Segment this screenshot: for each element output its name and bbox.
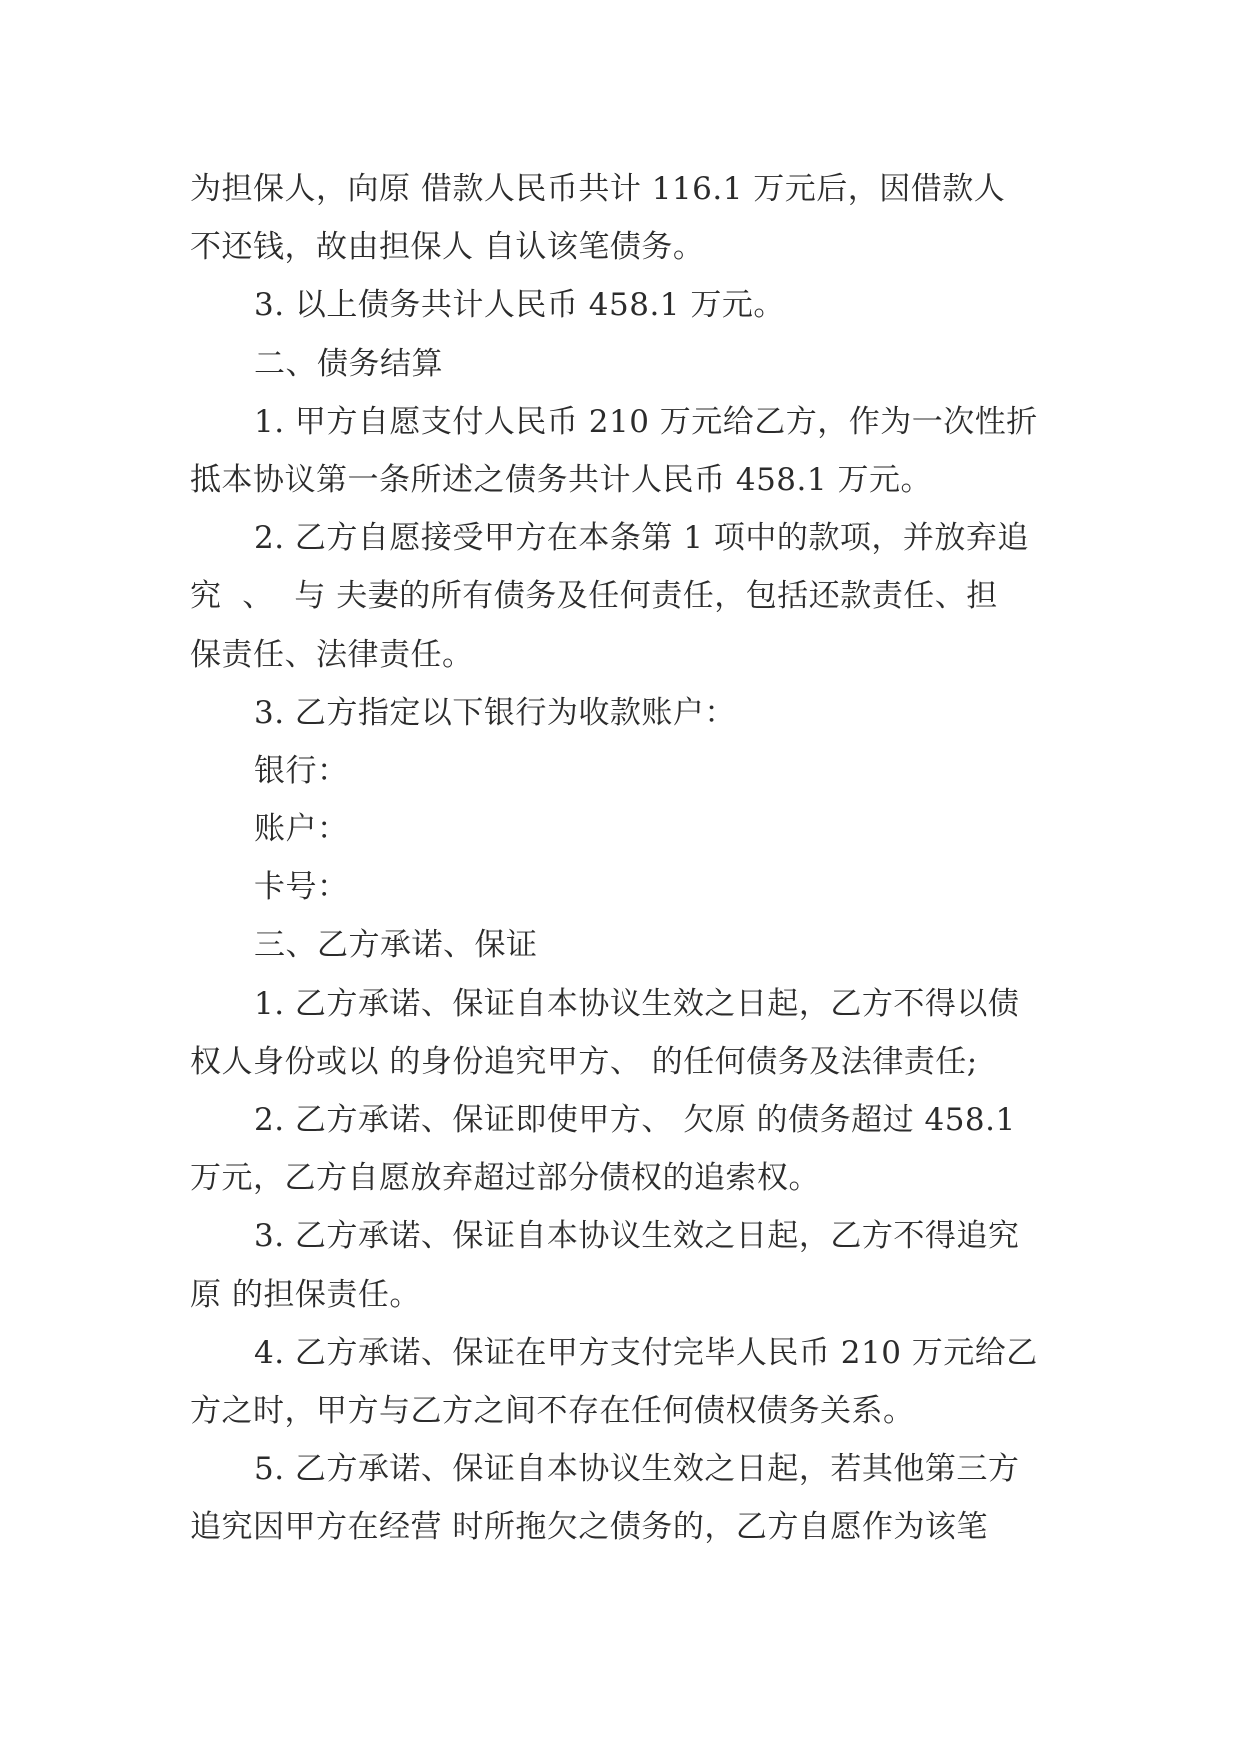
bank-field-label: 银行： (254, 752, 349, 789)
section-heading: 二、债务结算 (254, 345, 443, 382)
card-number-field-label: 卡号： (254, 869, 349, 906)
text-line: 权人身份或以 的身份追究甲方、 的任何债务及法律责任; (190, 1043, 978, 1080)
text-line: 5. 乙方承诺、保证自本协议生效之日起，若其他第三方 (254, 1451, 1020, 1488)
text-line: 保责任、法律责任。 (190, 636, 474, 673)
text-line: 1. 甲方自愿支付人民币 210 万元给乙方，作为一次性折 (254, 403, 1038, 440)
text-line: 原 的担保责任。 (190, 1276, 421, 1313)
text-line: 3. 以上债务共计人民币 458.1 万元。 (254, 287, 785, 324)
section-heading: 三、乙方承诺、保证 (254, 927, 538, 964)
text-line: 4. 乙方承诺、保证在甲方支付完毕人民币 210 万元给乙 (254, 1334, 1038, 1371)
text-line: 2. 乙方承诺、保证即使甲方、 欠原 的债务超过 458.1 (254, 1102, 1016, 1138)
text-line: 方之时，甲方与乙方之间不存在任何债权债务关系。 (190, 1392, 915, 1429)
text-line: 2. 乙方自愿接受甲方在本条第 1 项中的款项，并放弃追 (254, 520, 1029, 557)
text-line: 1. 乙方承诺、保证自本协议生效之日起，乙方不得以债 (254, 985, 1020, 1022)
text-line: 为担保人，向原 借款人民币共计 116.1 万元后，因借款人 (190, 171, 1006, 207)
document-body (190, 160, 1060, 1557)
text-line: 追究因甲方在经营 时所拖欠之债务的，乙方自愿作为该笔 (190, 1509, 988, 1546)
text-line: 3. 乙方指定以下银行为收款账户： (254, 694, 736, 731)
text-line: 抵本协议第一条所述之债务共计人民币 458.1 万元。 (190, 461, 932, 498)
text-line: 究 、 与 夫妻的所有债务及任何责任，包括还款责任、担 (190, 578, 998, 615)
text-line: 万元，乙方自愿放弃超过部分债权的追索权。 (190, 1160, 820, 1197)
text-line: 不还钱，故由担保人 自认该笔债务。 (190, 229, 705, 266)
account-field-label: 账户： (254, 811, 349, 848)
text-line: 3. 乙方承诺、保证自本协议生效之日起，乙方不得追究 (254, 1218, 1020, 1255)
